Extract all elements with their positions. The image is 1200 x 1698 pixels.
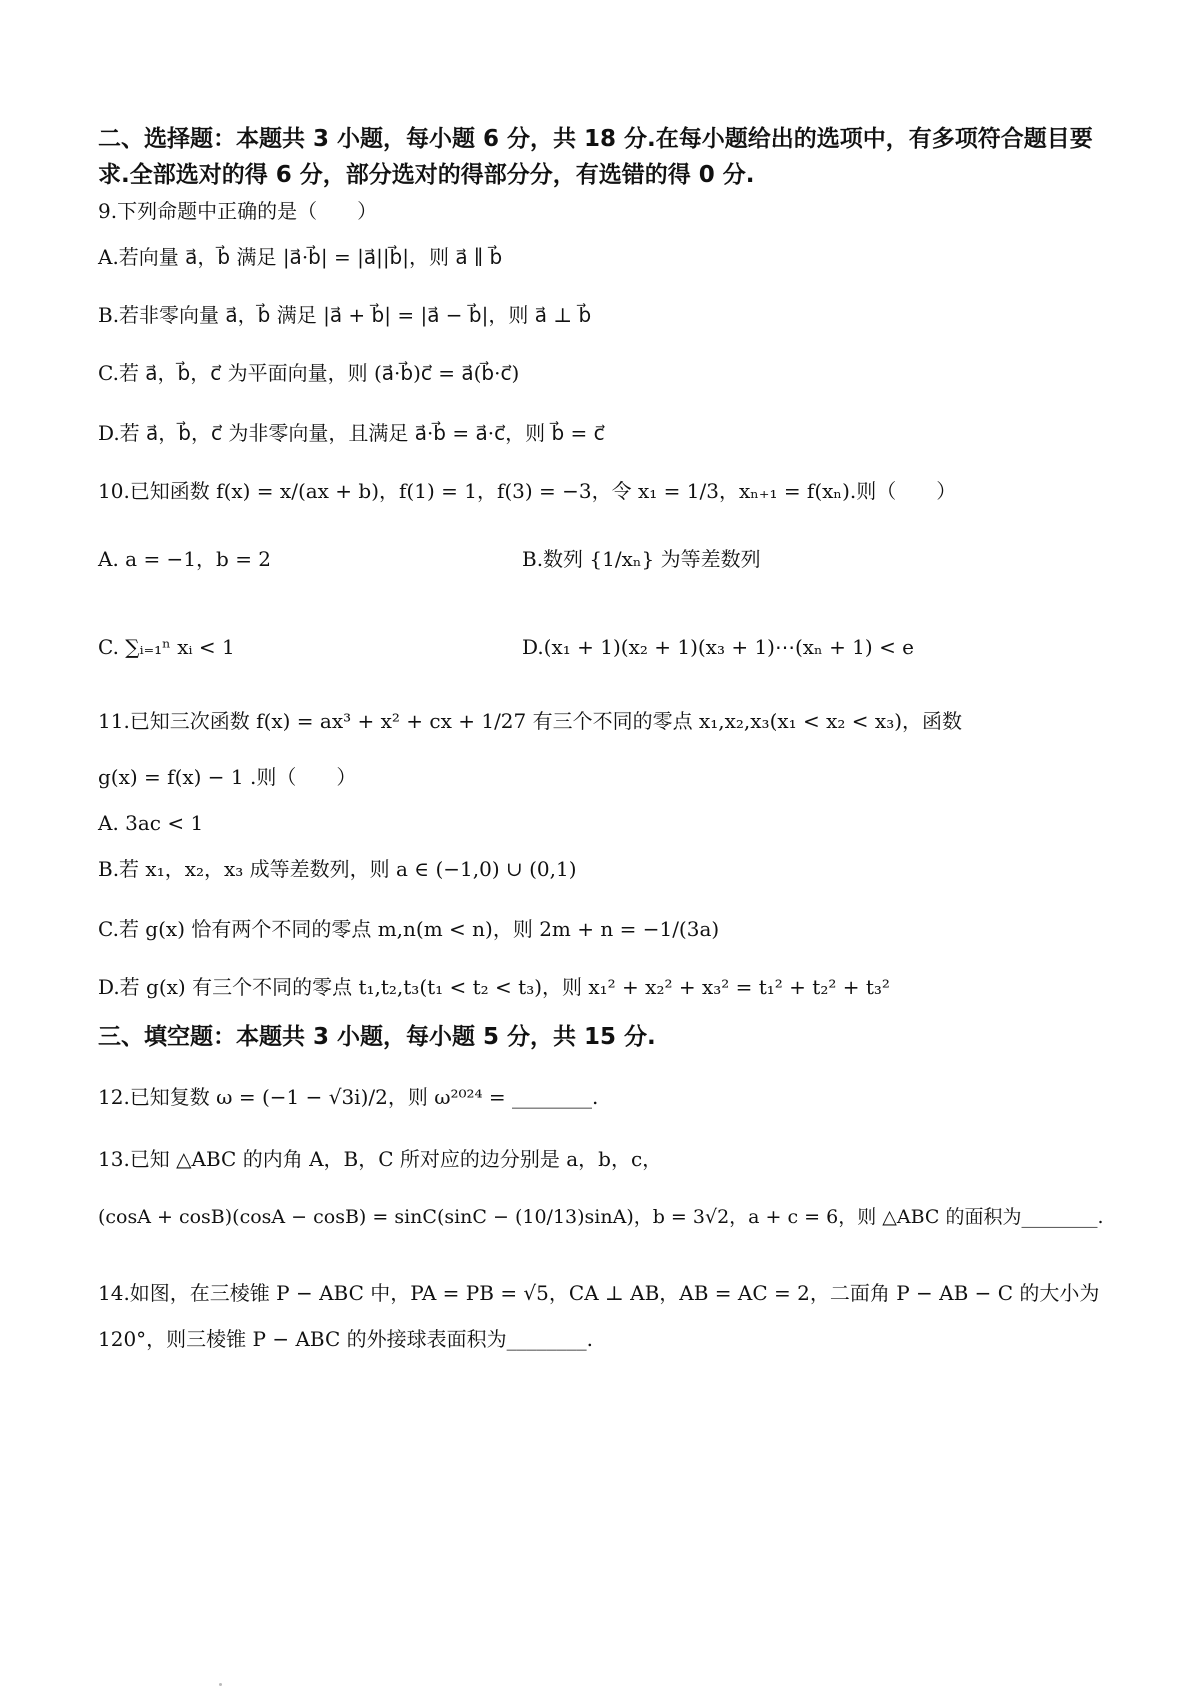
q11-stem-line1: 11.已知三次函数 f(x) = ax³ + x² + cx + 1/27 有三个不同的零点 x₁,x₂,x₃(x₁ < x₂ < x₃)，函数 [98, 709, 963, 733]
q9-option-c: C.若 a⃗，b⃗，c⃗ 为平面向量，则 (a⃗·b⃗)c⃗ = a⃗(b⃗·c⃗) [98, 361, 520, 385]
q9-option-a: A.若向量 a⃗，b⃗ 满足 |a⃗·b⃗| = |a⃗||b⃗|，则 a⃗ ∥ b⃗ [98, 245, 503, 269]
q9-option-b: B.若非零向量 a⃗，b⃗ 满足 |a⃗ + b⃗| = |a⃗ − b⃗|，则 a⃗ ⊥ b⃗ [98, 303, 592, 327]
q12-stem: 12.已知复数 ω = (−1 − √3i)/2，则 ω²⁰²⁴ = ________. [98, 1085, 599, 1109]
section2-heading-line2: 求.全部选对的得 6 分，部分选对的得部分分，有选错的得 0 分. [98, 162, 755, 188]
q11-option-b: B.若 x₁，x₂，x₃ 成等差数列，则 a ∈ (−1,0) ∪ (0,1) [98, 857, 577, 881]
section2-heading-line1: 二、选择题：本题共 3 小题，每小题 6 分，共 18 分.在每小题给出的选项中，有多项符合题目要 [98, 126, 1093, 152]
q14-stem-line1: 14.如图，在三棱锥 P − ABC 中，PA = PB = √5，CA ⊥ AB，AB = AC = 2，二面角 P − AB − C 的大小为 [98, 1281, 1100, 1305]
q10-option-b: B.数列 {1/xₙ} 为等差数列 [522, 547, 761, 571]
q13-stem-line2: (cosA + cosB)(cosA − cosB) = sinC(sinC − (10/13)sinA)，b = 3√2，a + c = 6，则 △ABC 的面积为________. [98, 1206, 1104, 1228]
q11-option-a: A. 3ac < 1 [98, 811, 204, 835]
q13-stem-line1: 13.已知 △ABC 的内角 A，B，C 所对应的边分别是 a，b，c， [98, 1147, 663, 1171]
q10-stem: 10.已知函数 f(x) = x/(ax + b)，f(1) = 1，f(3) = −3，令 x₁ = 1/3，xₙ₊₁ = f(xₙ).则（ ） [98, 479, 957, 503]
q10-option-a: A. a = −1，b = 2 [98, 547, 272, 571]
q14-stem-line2: 120°，则三棱锥 P − ABC 的外接球表面积为________. [98, 1327, 593, 1351]
section3-heading: 三、填空题：本题共 3 小题，每小题 5 分，共 15 分. [98, 1024, 656, 1050]
q9-stem: 9.下列命题中正确的是（ ） [98, 199, 378, 223]
scan-dot-mark [219, 1683, 222, 1686]
q11-option-c: C.若 g(x) 恰有两个不同的零点 m,n(m < n)，则 2m + n = −1/(3a) [98, 917, 720, 941]
q10-option-c: C. ∑ᵢ₌₁ⁿ xᵢ < 1 [98, 635, 235, 659]
q11-stem-line2: g(x) = f(x) − 1 .则（ ） [98, 765, 357, 789]
q9-option-d: D.若 a⃗，b⃗，c⃗ 为非零向量，且满足 a⃗·b⃗ = a⃗·c⃗，则 b⃗ = c⃗ [98, 421, 605, 445]
q11-option-d: D.若 g(x) 有三个不同的零点 t₁,t₂,t₃(t₁ < t₂ < t₃)，则 x₁² + x₂² + x₃² = t₁² + t₂² + t₃² [98, 975, 890, 999]
q10-option-d: D.(x₁ + 1)(x₂ + 1)(x₃ + 1)⋯(xₙ + 1) < e [522, 635, 915, 659]
